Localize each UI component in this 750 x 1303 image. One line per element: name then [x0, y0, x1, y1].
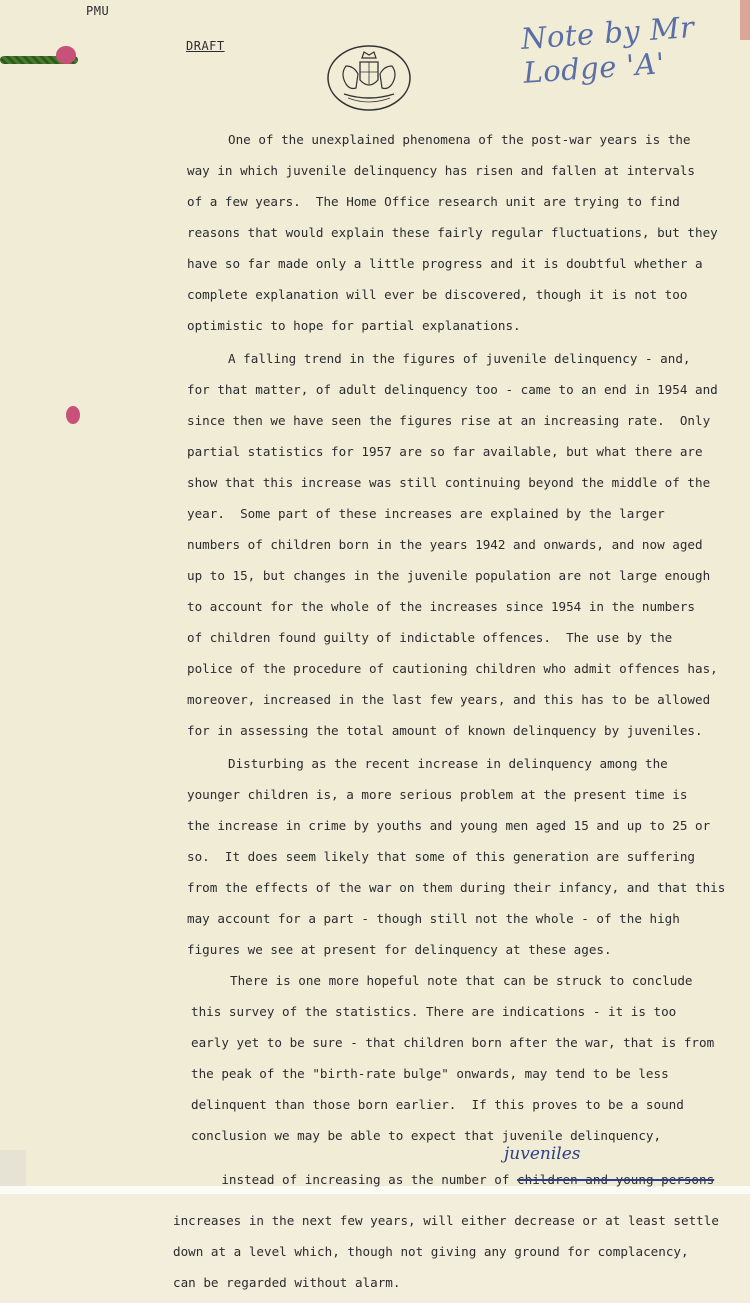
text-line: optimistic to hope for partial explanations. [187, 318, 521, 333]
text-line: have so far made only a little progress and it is doubtful whether a [187, 256, 703, 271]
edited-line [191, 1161, 714, 1199]
punch-hole-middle [66, 406, 80, 424]
text-line: from the effects of the war on them during their infancy, and that this [187, 880, 726, 895]
royal-coat-of-arms-icon [326, 44, 412, 112]
text-line: Disturbing as the recent increase in delinquency among the [228, 756, 668, 771]
text-line: There is one more hopeful note that can be struck to conclude [230, 973, 693, 988]
text-line: numbers of children born in the years 1942 and onwards, and now aged [187, 537, 703, 552]
text-line: police of the procedure of cautioning children who admit offences has, [187, 661, 718, 676]
struck-through-text: children and young persons [517, 1171, 715, 1187]
text-line: delinquent than those born earlier. If this proves to be a sound [191, 1097, 684, 1112]
text-line: One of the unexplained phenomena of the post-war years is the [228, 132, 691, 147]
text-line: to account for the whole of the increases since 1954 in the numbers [187, 599, 695, 614]
text-line: down at a level which, though not giving any ground for complacency, [173, 1244, 689, 1259]
text-line: can be regarded without alarm. [173, 1275, 401, 1290]
text-line: younger children is, a more serious problem at the present time is [187, 787, 688, 802]
text-line: early yet to be sure - that children born after the war, that is from [191, 1035, 715, 1050]
text-line: figures we see at present for delinquency at these ages. [187, 942, 612, 957]
page-edge-shadow [0, 1150, 26, 1186]
text-line: for in assessing the total amount of known delinquency by juveniles. [187, 723, 703, 738]
header-ref: PMU [86, 4, 110, 18]
text-line: the increase in crime by youths and young men aged 15 and up to 25 or [187, 818, 711, 833]
text-line: show that this increase was still continuing beyond the middle of the [187, 475, 711, 490]
text-line: increases in the next few years, will either decrease or at least settle [173, 1213, 719, 1228]
text-line: moreover, increased in the last few years, and this has to be allowed [187, 692, 711, 707]
text-line: this survey of the statistics. There are indications - it is too [191, 1004, 677, 1019]
text-line: the peak of the "birth-rate bulge" onwards, may tend to be less [191, 1066, 669, 1081]
text-line: for that matter, of adult delinquency too - came to an end in 1954 and [187, 382, 718, 397]
text-line: complete explanation will ever be discovered, though it is not too [187, 287, 688, 302]
punch-hole-top [56, 46, 76, 64]
text-line: way in which juvenile delinquency has risen and fallen at intervals [187, 163, 695, 178]
text-line: since then we have seen the figures rise at an increasing rate. Only [187, 413, 711, 428]
text-line: conclusion we may be able to expect that juvenile delinquency, [191, 1128, 662, 1143]
text-line: A falling trend in the figures of juvenile delinquency - and, [228, 351, 691, 366]
text-line: of children found guilty of indictable offences. The use by the [187, 630, 673, 645]
text-line: may account for a part - though still not the whole - of the high [187, 911, 680, 926]
draft-label: DRAFT [186, 39, 225, 53]
text-line: so. It does seem likely that some of this generation are suffering [187, 849, 695, 864]
text-line: reasons that would explain these fairly regular fluctuations, but they [187, 225, 718, 240]
edited-line-prefix: instead of increasing as the number of [221, 1171, 518, 1187]
text-line: partial statistics for 1957 are so far available, but what there are [187, 444, 703, 459]
handwritten-annotation: Note by Mr Lodge 'A' [519, 9, 696, 90]
text-line: year. Some part of these increases are explained by the larger [187, 506, 665, 521]
text-line: of a few years. The Home Office research unit are trying to find [187, 194, 680, 209]
text-line: up to 15, but changes in the juvenile population are not large enough [187, 568, 711, 583]
handwritten-insertion: juveniles [504, 1144, 581, 1164]
